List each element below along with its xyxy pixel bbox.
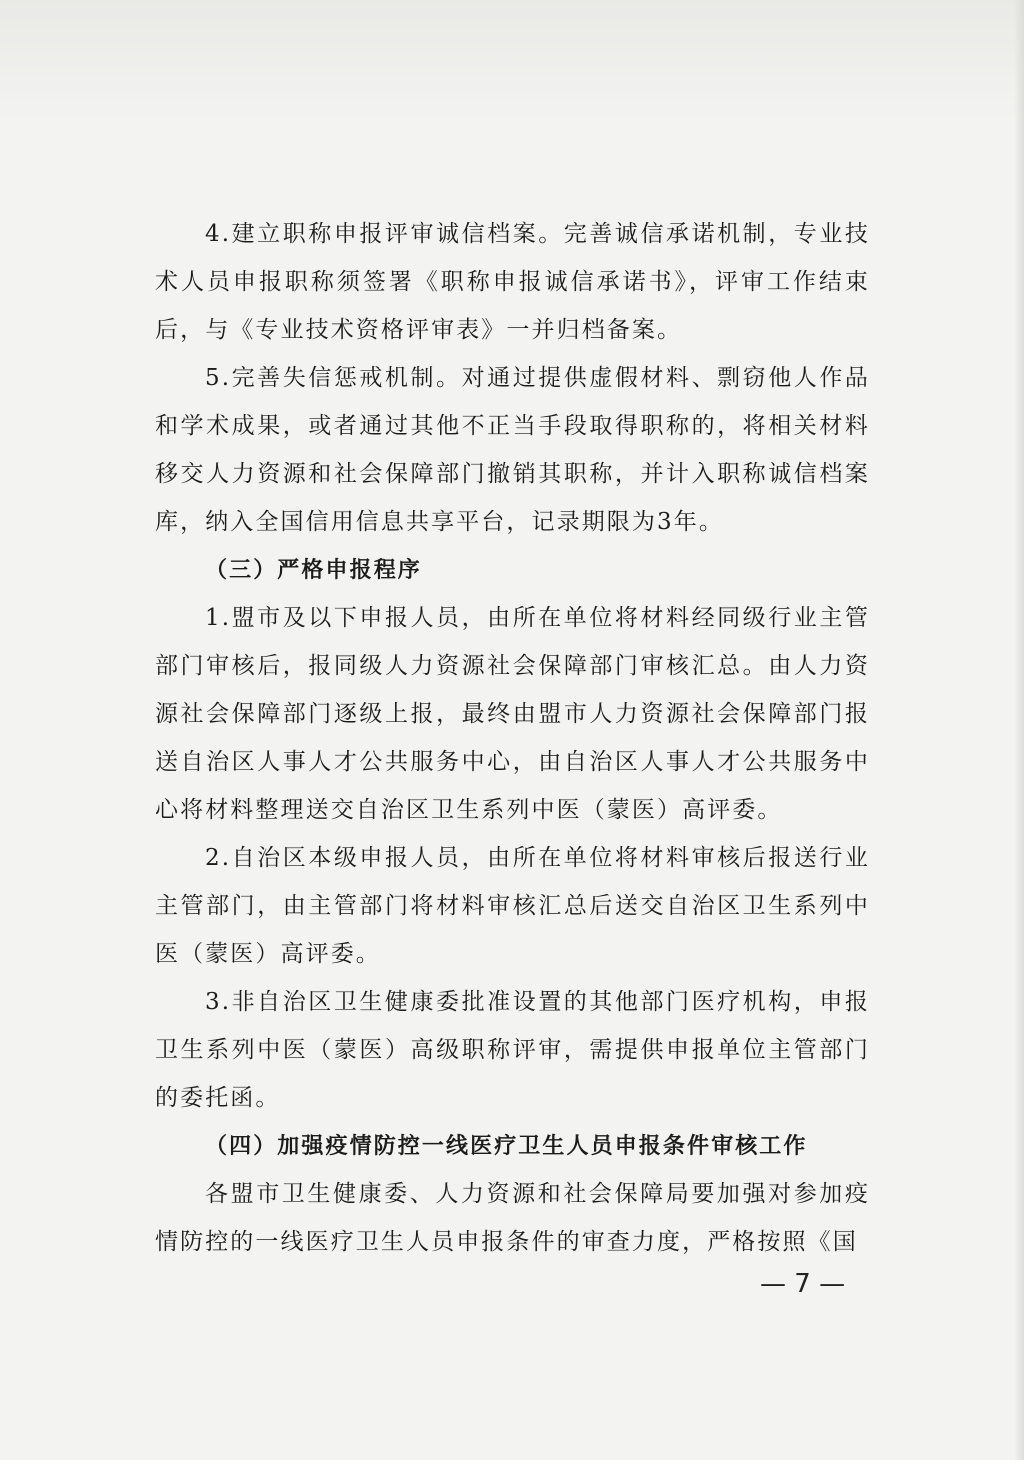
paragraph-region-level-applicants: 2.自治区本级申报人员，由所在单位将材料审核后报送行业主管部门，由主管部门将材料审核汇总后送交自治区卫生系列中医（蒙医）高评委。	[155, 845, 870, 967]
scan-shadow-top	[0, 0, 1024, 120]
paragraph-dishonesty-penalty: 5.完善失信惩戒机制。对通过提供虚假材料、剽窃他人作品和学术成果，或者通过其他不正当手段取得职称的，将相关材料移交人力资源和社会保障部门撤销其职称，并计入职称诚信档案库，纳入全国信用信息共享平台，记录期限为3年。	[155, 365, 870, 535]
document-body	[155, 210, 870, 1266]
paragraph-integrity-archive: 4.建立职称申报评审诚信档案。完善诚信承诺机制，专业技术人员申报职称须签署《职称申报诚信承诺书》，评审工作结束后，与《专业技术资格评审表》一并归档备案。	[155, 221, 870, 343]
section-heading-frontline-review: （四）加强疫情防控一线医疗卫生人员申报条件审核工作	[205, 1133, 808, 1159]
scan-shadow-right	[1014, 0, 1024, 1460]
paragraph-frontline-review-text: 各盟市卫生健康委、人力资源和社会保障局要加强对参加疫情防控的一线医疗卫生人员申报条件的审查力度，严格按照《国	[155, 1181, 870, 1255]
page-number: — 7 —	[760, 1269, 846, 1299]
paragraph-other-department-institutions: 3.非自治区卫生健康委批准设置的其他部门医疗机构，申报卫生系列中医（蒙医）高级职称评审，需提供申报单位主管部门的委托函。	[155, 989, 870, 1111]
section-heading-application-procedure: （三）严格申报程序	[205, 557, 422, 583]
paragraph-league-city-applicants: 1.盟市及以下申报人员，由所在单位将材料经同级行业主管部门审核后，报同级人力资源社会保障部门审核汇总。由人力资源社会保障部门逐级上报，最终由盟市人力资源社会保障部门报送自治区人事人才公共服务中心，由自治区人事人才公共服务中心将材料整理送交自治区卫生系列中医（蒙医）高评委。	[155, 605, 870, 823]
